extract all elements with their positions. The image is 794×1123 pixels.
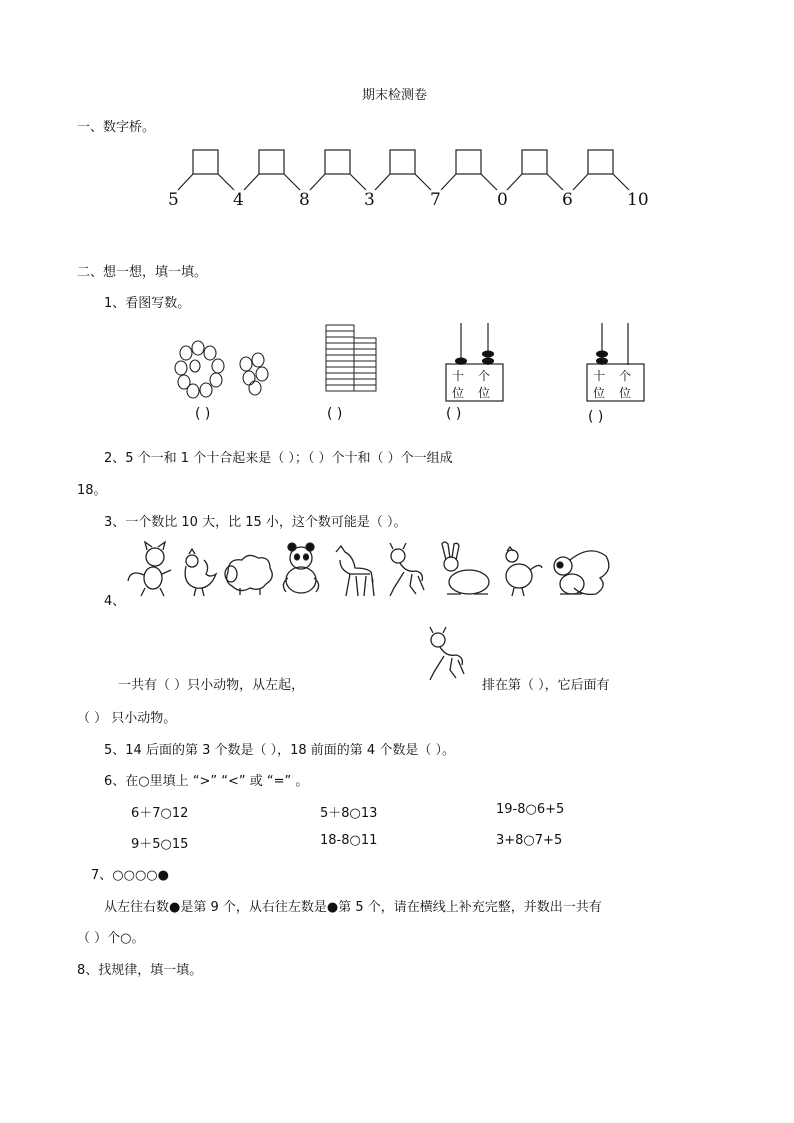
- q4-line1-a: 一共有（ ）只小动物，从左起，: [118, 678, 305, 693]
- hen-icon: [506, 547, 542, 596]
- deer-icon: [430, 627, 464, 680]
- compare-item[interactable]: 9＋5○15: [131, 837, 189, 852]
- section1-heading: 一、数字桥。: [77, 120, 156, 135]
- abacus1-tens-label: 位: [452, 386, 465, 400]
- q2-line1: 2、5 个一和 1 个十合起来是（ ）；（ ）个十和（ ）个一组成: [104, 451, 453, 466]
- q7-line2: （ ）个○。: [77, 931, 145, 946]
- horse-icon: [336, 546, 374, 596]
- abacus2-tens-label: 十: [593, 369, 606, 383]
- compare-item[interactable]: 3+8○7+5: [496, 833, 563, 848]
- bridge-number: 0: [497, 190, 508, 210]
- answer-blank[interactable]: ( ): [327, 406, 343, 422]
- q4-label: 4、: [104, 594, 126, 609]
- q2-line2: 18。: [77, 483, 107, 498]
- abacus1-tens-label: 十: [452, 369, 465, 383]
- q4-line1-b: 排在第（ ），它后面有: [482, 678, 610, 693]
- abacus1-ones-label: 个: [478, 369, 491, 383]
- q8-text: 8、找规律，填一填。: [77, 963, 203, 978]
- bridge-number: 6: [562, 190, 573, 210]
- q6-text: 6、在○里填上 “>” “<” 或 “=” 。: [104, 774, 309, 789]
- rabbit-icon: [442, 542, 489, 594]
- compare-item[interactable]: 19-8○6+5: [496, 802, 565, 817]
- sheep-icon: [225, 555, 272, 595]
- q7-line1: 从左往右数●是第 9 个，从右往左数是●第 5 个，请在横线上补充完整，并数出一共有: [104, 900, 602, 915]
- bridge-number: 7: [430, 190, 441, 210]
- q5-text: 5、14 后面的第 3 个数是（ ），18 前面的第 4 个数是（ ）。: [104, 743, 455, 758]
- compare-item[interactable]: 6＋7○12: [131, 806, 189, 821]
- panda-icon: [283, 543, 318, 593]
- q7-label: 7、○○○○●: [91, 868, 169, 883]
- bridge-number: 8: [299, 190, 310, 210]
- bridge-number: 5: [168, 190, 179, 210]
- deer-icon: [390, 543, 424, 596]
- abacus2-ones-label: 位: [619, 386, 632, 400]
- abacus1-ones-label: 位: [478, 386, 491, 400]
- cat-icon: [128, 542, 171, 596]
- q3-text: 3、一个数比 10 大，比 15 小，这个数可能是（ ）。: [104, 515, 407, 530]
- answer-blank[interactable]: ( ): [446, 406, 462, 422]
- compare-item[interactable]: 5＋8○13: [320, 806, 378, 821]
- section2-heading: 二、想一想，填一填。: [77, 265, 208, 280]
- bridge-number: 4: [233, 190, 244, 210]
- bridge-number: 3: [364, 190, 375, 210]
- answer-blank[interactable]: ( ): [588, 409, 604, 425]
- page-title: 期末检测卷: [362, 88, 428, 103]
- compare-item[interactable]: 18-8○11: [320, 833, 378, 848]
- rooster-icon: [185, 549, 216, 596]
- q1-label: 1、看图写数。: [104, 296, 191, 311]
- squirrel-icon: [554, 551, 609, 595]
- answer-blank[interactable]: ( ): [195, 406, 211, 422]
- bridge-number: 10: [627, 190, 649, 210]
- q4-line2: （ ） 只小动物。: [77, 711, 177, 726]
- abacus2-ones-label: 个: [619, 369, 632, 383]
- abacus2-tens-label: 位: [593, 386, 606, 400]
